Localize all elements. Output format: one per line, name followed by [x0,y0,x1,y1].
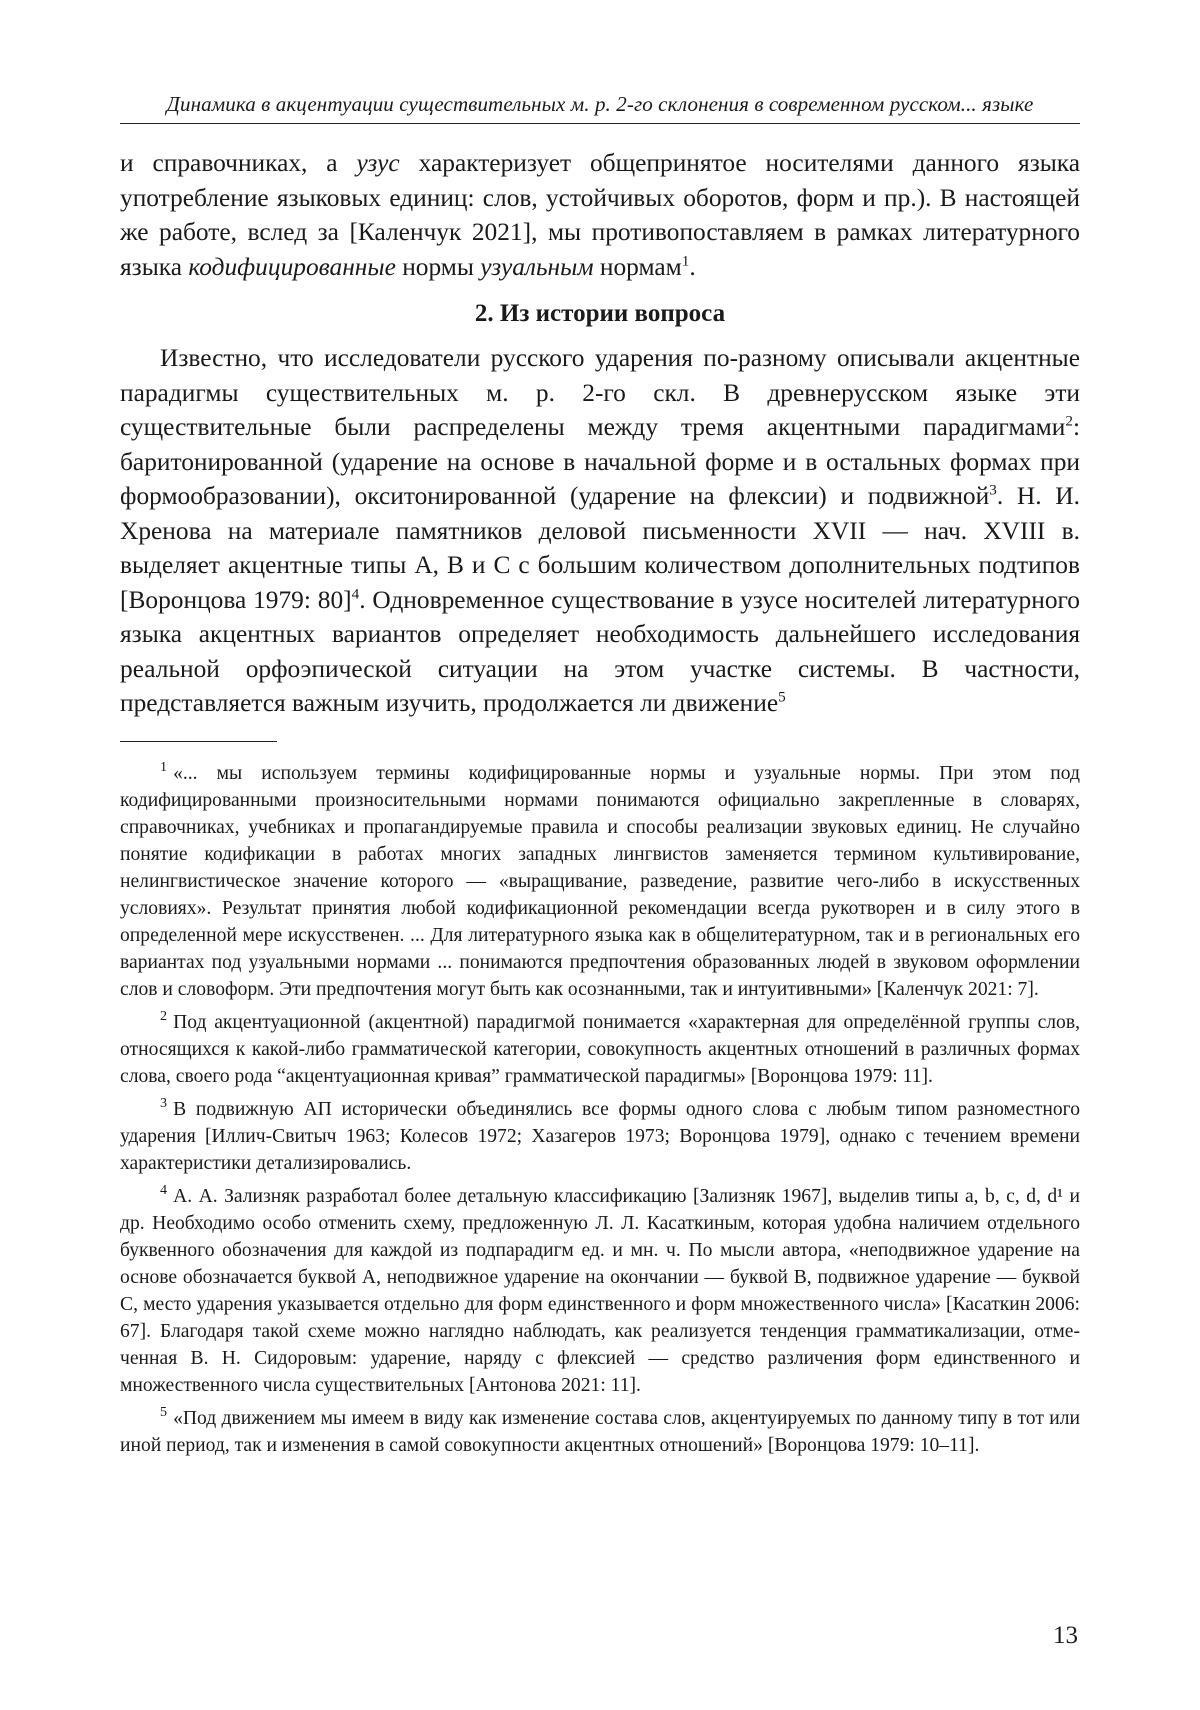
footnote-ref-2[interactable]: 2 [1065,412,1073,430]
text-run: : баритонированной (ударение на основе в начальной форме и в остальных формах при формообразовании), окситонированной (ударение на флексии) и подвижной [120,413,1080,510]
text-run: нормам [593,252,682,281]
page [120,92,1080,1465]
italic-term: кодифицированные [188,252,396,281]
footnote-ref-3[interactable]: 3 [989,481,997,499]
italic-term: узуальным [480,252,594,281]
page-number: 13 [1053,1622,1078,1649]
footnote-text: В подвижную АП исторически объединялись все формы одного слова с любым типом разноместного ударения [Иллич-Свитыч 1963; Колесов 1972; Хазагеров 1973; Воронцова 1979], однако с течением времени характеристики детализировались. [120,1098,1080,1174]
footnote-3 [120,1096,1080,1177]
footnote-mark: 4 [160,1181,168,1198]
footnote-mark: 1 [160,758,168,775]
footnote-2 [120,1009,1080,1090]
text-run: . Н. И. Хренова на материале памятников деловой письменности XVII — нач. XVIII в. выделяет акцентные типы A, B и C с большим количеством дополнительных подтипов [Воронцова 1979: 80] [120,482,1080,614]
text-run: характеризует общепринятое носителями данного языка употребление языковых единиц: слов, устойчивых оборотов, форм и пр.). В настоящей же работе, вслед за [Каленчук 2021], мы противопоставляем в рамках литературного языка [120,149,1080,281]
footnote-text: «Под движением мы имеем в виду как изменение состава слов, акцентуируемых по данному типу в тот или иной период, так и изменения в самой совокупности акцентных отношений» [Воронцова 1979: 10–11]. [120,1407,1080,1456]
body-text [120,146,1080,721]
footnote-mark: 5 [160,1403,168,1420]
footnote-mark: 3 [160,1094,168,1111]
footnote-1 [120,760,1080,1003]
intro-paragraph [120,146,1080,284]
footnote-divider [120,741,277,742]
footnote-4 [120,1183,1080,1399]
footnote-text: «... мы используем термины кодифицированные нормы и узуальные нормы. При этом под кодифицированными произносительными нормами понимаются официально закрепленные в словарях, справочниках, учебниках и пропагандируемые правила и способы реализации звуковых единиц. Не случайно понятие кодификации в работах многих западных лингвистов заменяется термином культивирование, нелингвистическое значение которого — «выращивание, разведение, развитие чего-либо в искусственных условиях». Результат принятия любой кодификационной рекомендации всегда рукотворен и в силу этого в определенной мере искусственен. ... Для литературного языка как в общелитературном, так и в региональных его вариантах под узуальными нормами ... понимаются предпочтения образованных людей в звуковом оформлении слов и словоформ. Эти предпочтения могут быть как осознанными, так и интуитивными» [Каленчук 2021: 7]. [120,762,1080,1000]
text-run: и справочниках, а [120,149,357,177]
footnote-text: Под акцентуационной (акцентной) парадигмой понимается «характерная для определённой группы слов, относящихся к какой-либо грамматической категории, совокупность акцентных отношений в различных формах слова, своего рода “акцентуационная кривая” грамматической парадигмы» [Воронцова 1979: 11]. [120,1011,1080,1087]
footnote-ref-4[interactable]: 4 [351,585,360,603]
text-run: нормы [395,252,481,281]
text-run: Известно, что исследователи русского ударения по-разному описывали акцентные парадигмы существительных м. р. 2-го скл. В древнерусском языке эти существительные были распределены между тремя акцентными парадигмами [120,344,1080,441]
text-run: . [689,252,696,281]
italic-term: узус [356,149,400,177]
text-run: . Одновременное существование в узусе носителей литературного языка акцентных вариантов определяет необходимость дальнейшего исследования реальной орфоэпической ситуации на этом участке системы. В частности, представляется важным изучить, продолжается ли движение [120,585,1080,717]
footnote-5 [120,1405,1080,1459]
section-heading: 2. Из истории вопроса [474,300,726,327]
footnote-ref-5[interactable]: 5 [778,688,786,706]
footnotes [120,760,1080,1459]
section-paragraph [120,341,1080,721]
footnote-ref-1[interactable]: 1 [681,252,690,270]
footnote-text: А. А. Зализняк разработал более детальную классификацию [Зализняк 1967], выделив типы a, b, c, d, d¹ и др. Необходимо особо отменить схему, предложенную Л. Л. Касаткиным, которая удобна наличием отдельного буквенного обозначения для каждой из подпарадигм ед. и мн. ч. По мысли автора, «неподвижное ударение на основе обозначается буквой A, неподвижное ударение на окончании — буквой B, подвижное ударение — буквой C, место ударения указывается отдельно для форм единственного и форм множественного числа» [Касаткин 2006: 67]. Благодаря такой схеме можно наглядно наблюдать, как реализуется тенденция грамматикализации, отмеченная В. Н. Сидоровым: ударение, наряду с флексией — средство различения форм единственного и множественного числа существительных [Антонова 2021: 11]. [120,1185,1080,1396]
running-head: Динамика в акцентуации существительных м. р. 2-го склонения в современном русском... языке [120,92,1080,124]
footnote-mark: 2 [160,1007,168,1024]
